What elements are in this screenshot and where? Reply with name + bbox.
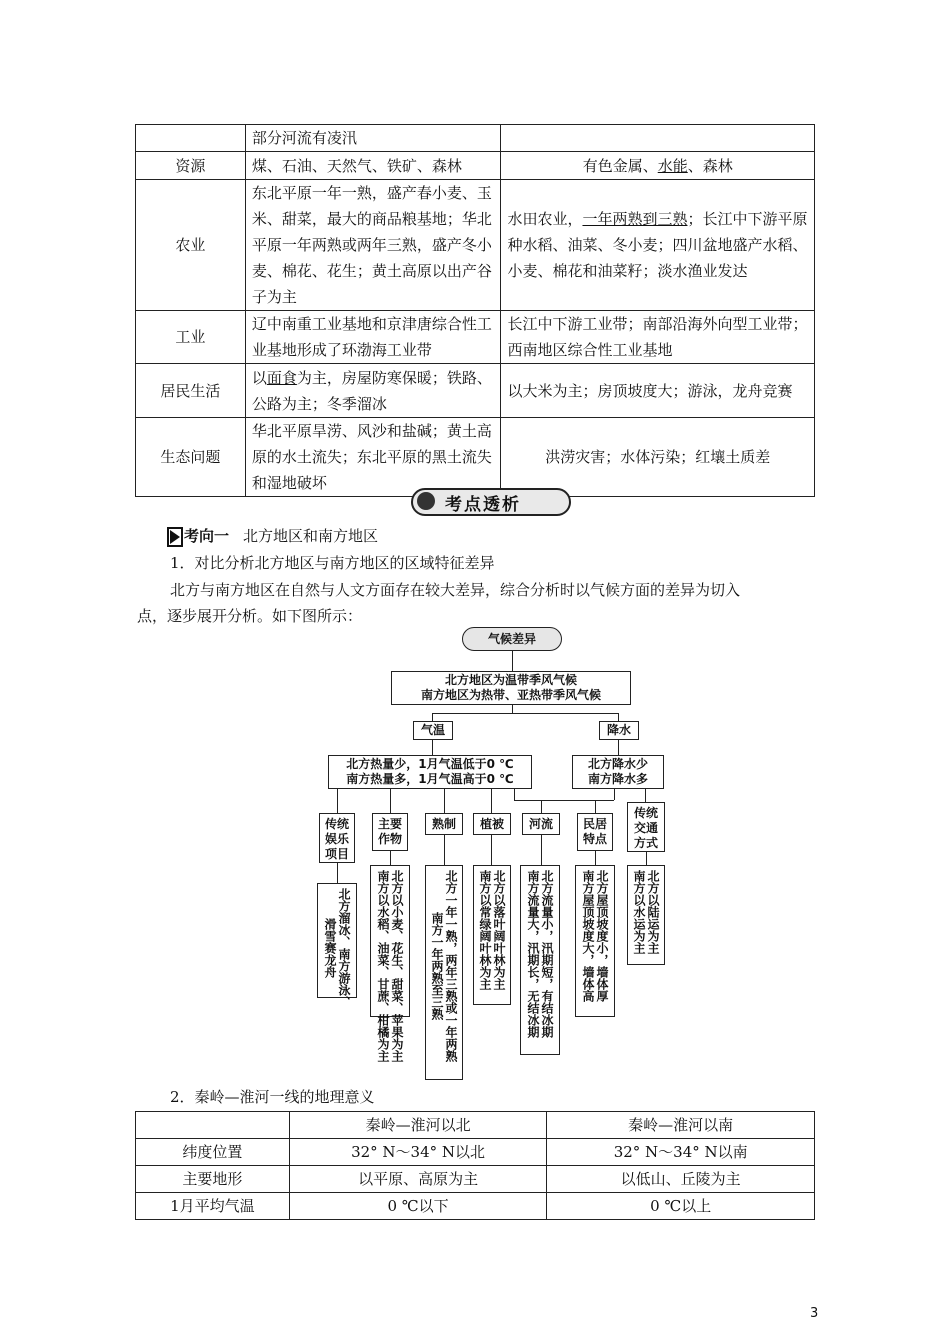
category-vegetation: 植被 <box>473 813 511 835</box>
category-rivers: 河流 <box>522 813 560 835</box>
leaf-crops <box>370 865 410 1062</box>
leaf-col: 滑雪赛龙舟 <box>323 918 337 978</box>
table-cell: 华北平原旱涝、风沙和盐碱；黄土高原的水土流失；东北平原的黑土流失和湿地破坏 <box>245 418 501 497</box>
cat-line: 传统 <box>324 817 349 831</box>
table-cell: 煤、石油、天然气、铁矿、森林 <box>245 152 501 180</box>
leaf-housing <box>575 865 615 1017</box>
table-row <box>136 1139 815 1166</box>
cat-line: 方式 <box>633 836 658 850</box>
leaf-col: 北方以陆运为主 <box>646 870 660 954</box>
banner-title: 考点透析 <box>445 495 521 515</box>
table-cell: 辽中南重工业基地和京津唐综合性工业基地形成了环渤海工业带 <box>245 311 501 364</box>
box-line: 北方降水少 <box>587 757 648 771</box>
connector <box>618 713 619 721</box>
leaf-col: 北方以小麦、花生、甜菜、苹果为主 <box>390 870 404 1062</box>
connector <box>337 863 338 883</box>
connector <box>432 740 433 755</box>
leaf-col: 南方流量大，汛期长，无结冰期 <box>526 870 540 1038</box>
leaf-col: 南方以常绿阔叶林为主 <box>478 870 492 990</box>
connector <box>514 789 515 800</box>
table-cell <box>501 180 815 311</box>
row-label: 纬度位置 <box>136 1139 290 1166</box>
connector <box>444 789 445 813</box>
play-triangle-icon <box>170 530 180 544</box>
cat-line: 交通 <box>633 821 658 835</box>
connector <box>512 705 513 713</box>
table-row <box>136 125 815 152</box>
paragraph: 2．秦岭—淮河一线的地理意义 <box>170 1088 375 1106</box>
rain-box: 降水 <box>599 721 639 740</box>
leaf-col: 南方屋顶坡度大，墙体高 <box>581 870 595 1002</box>
cat-line: 民居 <box>582 817 607 831</box>
connector <box>614 789 615 800</box>
leaf-col: 北方以落叶阔叶林为主 <box>492 870 506 990</box>
row-label: 农业 <box>136 180 246 311</box>
table-header: 秦岭—淮河以南 <box>547 1112 815 1139</box>
leaf-col: 北方流量小，汛期短，有结冰期 <box>540 870 554 1038</box>
table-row <box>136 1112 815 1139</box>
connector <box>432 713 618 714</box>
box-line: 南方地区为热带、亚热带季风气候 <box>420 688 601 702</box>
book-icon <box>417 492 435 510</box>
category-housing <box>577 813 613 851</box>
row-label: 1月平均气温 <box>136 1193 290 1220</box>
row-label: 工业 <box>136 311 246 364</box>
table-row <box>136 311 815 364</box>
leaf-col: 南方以水稻、油菜、甘蔗、柑橘为主 <box>376 870 390 1062</box>
cat-line: 特点 <box>582 832 607 846</box>
category-entertainment <box>319 813 355 863</box>
row-label: 资源 <box>136 152 246 180</box>
leaf-transport <box>627 865 665 965</box>
cat-line: 传统 <box>633 806 658 820</box>
connector <box>541 835 542 865</box>
table-cell: 以平原、高原为主 <box>289 1166 547 1193</box>
table-row <box>136 418 815 497</box>
qinling-huaihe-table <box>135 1111 815 1220</box>
climate-box <box>391 671 631 705</box>
connector <box>646 852 647 865</box>
cell-text: 水田农业， <box>507 210 583 228</box>
table-row <box>136 1166 815 1193</box>
category-cropping-system: 熟制 <box>425 813 463 835</box>
row-label: 生态问题 <box>136 418 246 497</box>
leaf-rivers <box>520 865 560 1055</box>
table-row <box>136 152 815 180</box>
rain-detail-box <box>572 755 664 789</box>
connector <box>444 835 445 865</box>
table-cell: 洪涝灾害；水体污染；红壤土质差 <box>501 418 815 497</box>
table-cell: 0 ℃以下 <box>289 1193 547 1220</box>
table-row <box>136 1193 815 1220</box>
connector <box>432 713 433 721</box>
leaf-col: 北方溜冰、南方游泳、 <box>337 888 351 1008</box>
box-line: 北方热量少，1月气温低于0 ℃ <box>346 757 514 771</box>
category-transport <box>627 802 665 852</box>
leaf-entertainment <box>317 883 357 1008</box>
cell-text: ；长江中下游平原种水稻、油菜、冬小麦；四川盆地盛产水稻、小麦、棉花和油菜籽；淡水渔业发达 <box>507 210 808 280</box>
cat-line: 作物 <box>377 832 402 846</box>
table-cell: 部分河流有凌汛 <box>245 125 501 152</box>
north-south-comparison-table <box>135 124 815 497</box>
cat-line: 项目 <box>324 847 349 861</box>
box-line: 南方降水多 <box>587 772 648 786</box>
connector <box>491 835 492 865</box>
cell-text: 、森林 <box>687 156 733 175</box>
paragraph: 点，逐步展开分析。如下图所示： <box>137 607 363 625</box>
section-banner <box>411 488 571 516</box>
table-cell <box>501 152 815 180</box>
row-label: 居民生活 <box>136 364 246 418</box>
table-cell: 以低山、丘陵为主 <box>547 1166 815 1193</box>
leaf-col: 北方屋顶坡度小，墙体厚 <box>595 870 609 1002</box>
table-cell: 以大米为主；房顶坡度大；游泳，龙舟竞赛 <box>501 364 815 418</box>
connector <box>514 800 614 801</box>
connector <box>595 851 596 865</box>
row-label: 主要地形 <box>136 1166 290 1193</box>
underlined-text: 面食 <box>266 368 297 387</box>
table-cell <box>245 364 501 418</box>
connector <box>390 851 391 865</box>
table-cell: 0 ℃以上 <box>547 1193 815 1220</box>
table-cell <box>501 125 815 152</box>
connector <box>541 800 542 813</box>
section-tag: 考向一 <box>184 527 230 545</box>
leaf-col: 南方以水运为主 <box>632 870 646 954</box>
underlined-text: 水能 <box>657 156 688 175</box>
table-cell: 32° N～34° N以北 <box>289 1139 547 1166</box>
category-crops <box>372 813 408 851</box>
cell-text: 有色金属、 <box>582 156 658 175</box>
table-header <box>136 1112 290 1139</box>
leaf-col: 北方一年一熟，两年三熟或一年两熟 <box>444 870 458 1062</box>
underlined-text: 一年两熟到三熟 <box>582 210 688 228</box>
page-number: 3 <box>810 1306 819 1321</box>
connector <box>645 789 646 802</box>
paragraph: 1．对比分析北方地区与南方地区的区域特征差异 <box>170 554 495 572</box>
connector <box>491 789 492 813</box>
connector <box>618 740 619 755</box>
connector <box>595 800 596 813</box>
cell-text: 以 <box>251 368 267 387</box>
table-cell: 长江中下游工业带；南部沿海外向型工业带；西南地区综合性工业基地 <box>501 311 815 364</box>
leaf-col: 南方一年两熟至三熟 <box>430 912 444 1020</box>
cat-line: 娱乐 <box>324 832 349 846</box>
table-cell <box>136 125 246 152</box>
section-heading <box>170 525 378 546</box>
leaf-vegetation <box>473 865 511 1005</box>
cell-text: 为主，房屋防寒保暖；铁路、公路为主；冬季溜冰 <box>251 368 492 413</box>
box-line: 北方地区为温带季风气候 <box>444 673 577 687</box>
leaf-cropping-system <box>425 865 463 1080</box>
table-cell: 东北平原一年一熟，盛产春小麦、玉米、甜菜，最大的商品粮基地；华北平原一年两熟或两年三熟，盛产冬小麦、棉花、花生；黄土高原以出产谷子为主 <box>245 180 501 311</box>
section-title: 北方地区和南方地区 <box>243 527 379 545</box>
diagram-root: 气候差异 <box>462 627 562 651</box>
connector <box>337 789 338 813</box>
table-header: 秦岭—淮河以北 <box>289 1112 547 1139</box>
connector <box>390 789 391 813</box>
table-row <box>136 180 815 311</box>
paragraph: 北方与南方地区在自然与人文方面存在较大差异，综合分析时以气候方面的差异为切入 <box>170 581 741 599</box>
connector <box>512 651 513 671</box>
temp-box: 气温 <box>413 721 453 740</box>
table-cell: 32° N～34° N以南 <box>547 1139 815 1166</box>
box-line: 南方热量多，1月气温高于0 ℃ <box>346 772 514 786</box>
heat-box <box>328 755 532 789</box>
table-row <box>136 364 815 418</box>
cat-line: 主要 <box>377 817 402 831</box>
